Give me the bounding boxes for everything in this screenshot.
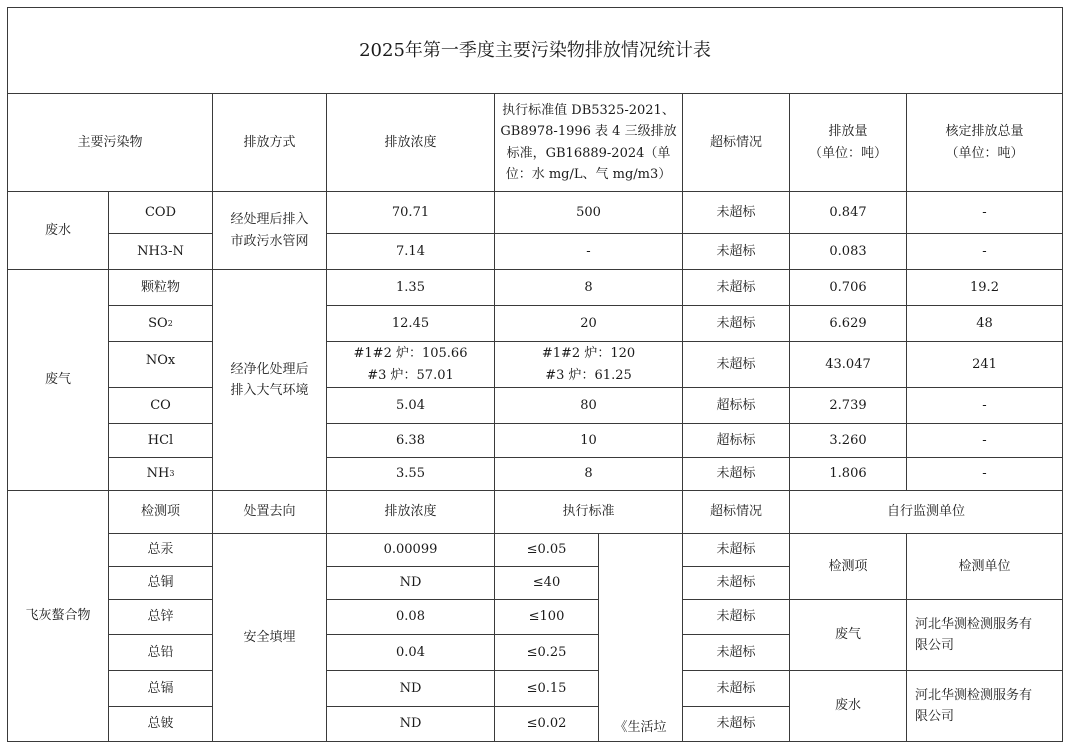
header-standard-line: 位：水 mg/L、气 mg/m3） [505, 166, 672, 182]
concentration-cell: 6.38 [396, 432, 425, 448]
status-cell: 未超标 [716, 279, 756, 295]
pollutant-item: 颗粒物 [140, 279, 180, 295]
concentration-cell: 3.55 [396, 466, 425, 482]
standard-cell: ≤0.25 [526, 644, 567, 660]
standard-line: #1#2 炉：120 [541, 346, 636, 362]
quota-cell: 19.2 [970, 279, 999, 295]
standard-cell: 8 [584, 466, 593, 482]
monitor-unit-line: 河北华测检测服务有 [915, 616, 1033, 632]
concentration-cell: ND [399, 716, 422, 732]
standard-line: #3 炉：61.25 [545, 367, 632, 383]
fly-ash-item: 总汞 [147, 542, 174, 558]
monitor-header-item: 检测项 [828, 558, 868, 574]
monitor-unit-line: 限公司 [915, 638, 955, 653]
concentration-cell: 1.35 [396, 279, 425, 295]
header-amount-line: （单位：吨） [808, 145, 887, 161]
pollutant-formula-subscript: 3 [169, 469, 175, 479]
header-exceed: 超标情况 [709, 134, 762, 150]
pollutant-item: HCl [147, 432, 174, 448]
amount-cell: 43.047 [825, 356, 871, 372]
standard-cell: ≤0.05 [526, 542, 567, 558]
concentration-cell: 12.45 [391, 315, 430, 331]
quota-cell: - [982, 466, 987, 482]
monitor-unit-line: 河北华测检测服务有 [915, 687, 1033, 703]
fly-ash-standard-note: 《生活垃 [614, 719, 667, 735]
amount-cell: 0.847 [829, 204, 867, 220]
concentration-cell [327, 342, 494, 387]
header-amount [790, 94, 906, 191]
monitor-unit-line: 限公司 [915, 709, 955, 724]
pollutant-formula: SO [148, 315, 168, 331]
standard-cell: ≤40 [532, 575, 561, 591]
quota-cell: - [982, 243, 987, 259]
concentration-cell: 0.08 [396, 609, 425, 625]
pollutant-formula: NH [146, 466, 170, 482]
standard-cell: 8 [584, 279, 593, 295]
status-cell: 未超标 [716, 243, 756, 259]
waste-gas-category: 废气 [44, 372, 71, 388]
header-quota-line: 核定排放总量 [945, 124, 1024, 140]
concentration-cell: 5.04 [396, 397, 425, 413]
pollutant-item: NH3-N [137, 243, 184, 259]
concentration-cell: 7.14 [396, 243, 425, 259]
fly-ash-item: 总铜 [147, 575, 174, 591]
fly-ash-header-monitor: 自行监测单位 [886, 504, 965, 520]
status-cell: 未超标 [716, 575, 756, 591]
header-method: 排放方式 [243, 134, 296, 150]
fly-ash-header-status: 超标情况 [709, 504, 762, 520]
standard-cell [495, 342, 682, 387]
pollutant-item [109, 458, 212, 490]
wastewater-category: 废水 [44, 222, 71, 238]
header-standard [495, 94, 682, 191]
status-cell: 超标标 [716, 397, 756, 413]
status-cell: 超标标 [716, 432, 756, 448]
standard-cell: - [586, 243, 591, 259]
status-cell: 未超标 [716, 356, 756, 372]
status-cell: 未超标 [716, 680, 756, 696]
standard-cell: 10 [580, 432, 597, 448]
standard-cell: 20 [580, 315, 597, 331]
quota-cell: 48 [976, 315, 993, 331]
concentration-cell: ND [399, 680, 422, 696]
quota-cell: - [982, 397, 987, 413]
standard-cell: 500 [576, 204, 601, 220]
amount-cell: 2.739 [829, 397, 867, 413]
pollutant-item [109, 306, 212, 341]
fly-ash-item: 总镉 [147, 680, 174, 696]
monitor-water-unit [907, 671, 1062, 741]
quota-cell: - [982, 204, 987, 220]
amount-cell: 3.260 [829, 432, 867, 448]
header-amount-line: 排放量 [828, 124, 868, 140]
pollutant-formula-subscript: 2 [167, 318, 173, 328]
wastewater-method-line: 经处理后排入 [230, 212, 309, 228]
fly-ash-item: 总铅 [147, 644, 174, 660]
standard-cell: ≤100 [528, 609, 565, 625]
amount-cell: 0.083 [829, 243, 867, 259]
wastewater-method-line: 市政污水管网 [230, 233, 309, 249]
status-cell: 未超标 [716, 315, 756, 331]
status-cell: 未超标 [716, 204, 756, 220]
status-cell: 未超标 [716, 609, 756, 625]
fly-ash-header-concentration: 排放浓度 [384, 504, 437, 520]
header-quota-line: （单位：吨） [945, 145, 1024, 161]
pollutant-item: COD [144, 204, 177, 220]
status-cell: 未超标 [716, 542, 756, 558]
status-cell: 未超标 [716, 644, 756, 660]
monitor-header-unit: 检测单位 [958, 558, 1011, 574]
header-pollutant: 主要污染物 [77, 134, 143, 150]
table-title: 2025年第一季度主要污染物排放情况统计表 [359, 39, 711, 61]
pollutant-item: CO [150, 397, 171, 413]
fly-ash-item: 总铍 [147, 716, 174, 732]
waste-gas-method-line: 经净化处理后 [230, 361, 309, 377]
monitor-water-label: 废水 [834, 698, 861, 714]
status-cell: 未超标 [716, 716, 756, 732]
amount-cell: 6.629 [829, 315, 867, 331]
concentration-cell: ND [399, 575, 422, 591]
status-cell: 未超标 [716, 466, 756, 482]
fly-ash-disposal: 安全填埋 [243, 629, 296, 645]
fly-ash-header-disposal: 处置去向 [243, 504, 296, 520]
header-quota [907, 94, 1062, 191]
wastewater-method [213, 192, 326, 269]
standard-cell: ≤0.02 [526, 716, 567, 732]
concentration-cell: 0.04 [396, 644, 425, 660]
amount-cell: 0.706 [829, 279, 867, 295]
monitor-gas-unit [907, 600, 1062, 670]
pollutant-item: NOx [145, 352, 176, 368]
concentration-cell: 0.00099 [383, 542, 438, 558]
fly-ash-item: 总锌 [147, 609, 174, 625]
standard-cell: 80 [580, 397, 597, 413]
fly-ash-category: 飞灰螯合物 [25, 608, 91, 624]
header-standard-line: 执行标准值 DB5325-2021、 [502, 102, 675, 118]
fly-ash-header-standard: 执行标准 [562, 504, 615, 520]
concentration-cell: 70.71 [391, 204, 430, 220]
header-concentration: 排放浓度 [384, 134, 437, 150]
waste-gas-method-line: 排入大气环境 [230, 383, 309, 398]
concentration-line: #3 炉：57.01 [367, 367, 454, 383]
waste-gas-method [213, 270, 326, 490]
standard-cell: ≤0.15 [526, 680, 567, 696]
header-standard-line: 标准，GB16889-2024（单 [506, 145, 671, 161]
amount-cell: 1.806 [829, 466, 867, 482]
quota-cell: - [982, 432, 987, 448]
quota-cell: 241 [972, 356, 997, 372]
monitor-gas-label: 废气 [834, 627, 861, 643]
concentration-line: #1#2 炉：105.66 [353, 346, 468, 362]
header-standard-line: GB8978-1996 表 4 三级排放 [500, 124, 677, 140]
fly-ash-header-item: 检测项 [140, 504, 180, 520]
